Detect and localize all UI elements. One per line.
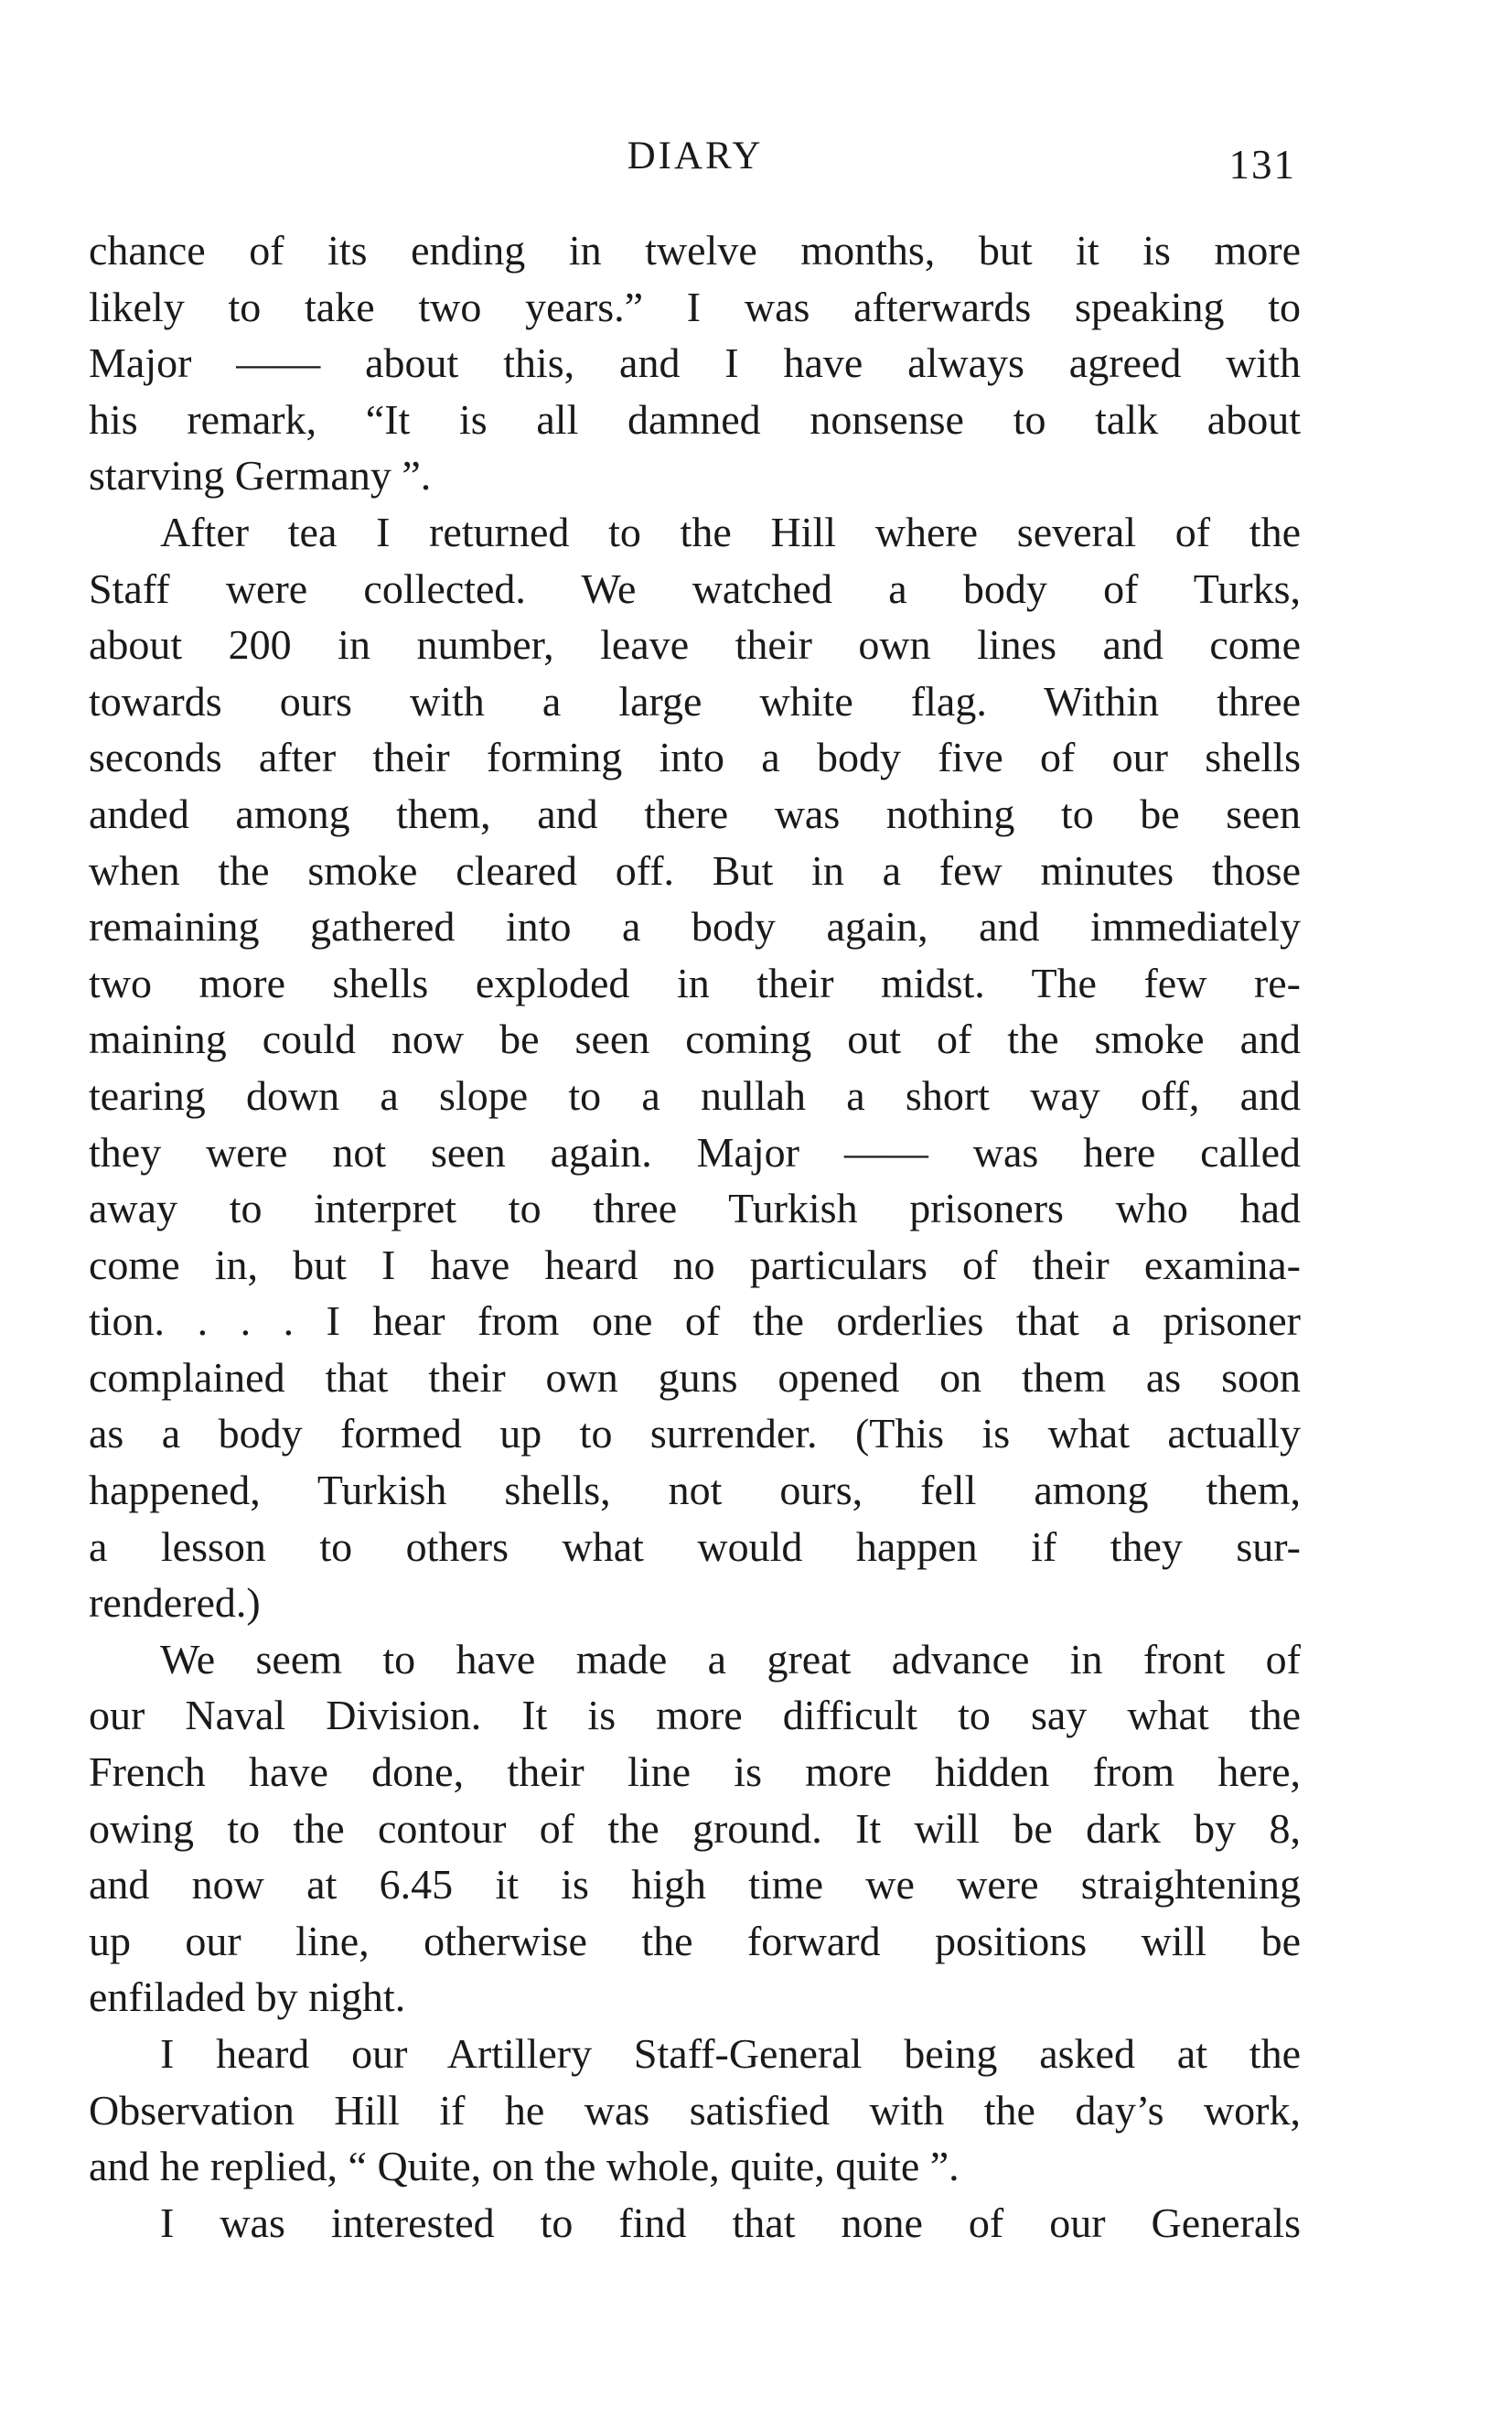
text-line: happened, Turkish shells, not ours, fell among them,	[89, 1467, 1301, 1514]
text-line: maining could now be seen coming out of the smoke and	[89, 1016, 1301, 1063]
text-line: Major —— about this, and I have always agreed with	[89, 339, 1301, 387]
text-line: they were not seen again. Major —— was here called	[89, 1128, 1301, 1176]
text-line: when the smoke cleared off. But in a few minutes those	[89, 846, 1301, 894]
text-line: seconds after their forming into a body five of our shells	[89, 734, 1301, 781]
text-line: I heard our Artillery Staff-General being asked at the	[160, 2030, 1301, 2077]
text-line: French have done, their line is more hidden from here,	[89, 1748, 1301, 1796]
text-line: and he replied, “ Quite, on the whole, quite, quite ”.	[89, 2143, 960, 2190]
text-line: I was interested to find that none of our Generals	[160, 2199, 1301, 2246]
text-line: After tea I returned to the Hill where several of the	[160, 508, 1301, 555]
running-head	[0, 134, 1512, 188]
text-line: anded among them, and there was nothing to be seen	[89, 790, 1301, 837]
text-line: complained that their own guns opened on them as soon	[89, 1353, 1301, 1401]
body-text	[89, 222, 1301, 2251]
text-line: as a body formed up to surrender. (This is what actually	[89, 1410, 1301, 1457]
text-line: tearing down a slope to a nullah a short way off, and	[89, 1071, 1301, 1119]
text-line: his remark, “It is all damned nonsense to talk about	[89, 395, 1301, 443]
text-line: tion. . . . I hear from one of the orderlies that a prisoner	[89, 1297, 1301, 1345]
text-line: likely to take two years.” I was afterwards speaking to	[89, 283, 1301, 330]
text-line: up our line, otherwise the forward positions will be	[89, 1917, 1301, 1964]
text-line: remaining gathered into a body again, and immediately	[89, 903, 1301, 951]
text-line: come in, but I have heard no particulars of their examina-	[89, 1241, 1301, 1288]
page-number: 131	[1228, 142, 1296, 188]
text-line: starving Germany ”.	[89, 452, 432, 500]
text-line: rendered.)	[89, 1579, 261, 1627]
running-title: DIARY	[627, 134, 764, 177]
text-line: two more shells exploded in their midst. The few re-	[89, 959, 1301, 1006]
text-line: our Naval Division. It is more difficult to say what the	[89, 1692, 1301, 1739]
text-line: chance of its ending in twelve months, but it is more	[89, 227, 1301, 274]
text-line: Staff were collected. We watched a body of Turks,	[89, 564, 1301, 612]
text-line: away to interpret to three Turkish prisoners who had	[89, 1185, 1301, 1232]
text-line: owing to the contour of the ground. It will be dark by 8,	[89, 1804, 1301, 1852]
text-line: We seem to have made a great advance in front of	[160, 1635, 1301, 1683]
text-line: towards ours with a large white flag. Within three	[89, 677, 1301, 725]
text-line: about 200 in number, leave their own lines and come	[89, 621, 1301, 669]
text-line: and now at 6.45 it is high time we were straightening	[89, 1861, 1301, 1909]
text-line: enfiladed by night.	[89, 1973, 406, 2021]
text-line: a lesson to others what would happen if they sur-	[89, 1522, 1301, 1570]
text-line: Observation Hill if he was satisfied with the day’s work,	[89, 2086, 1301, 2134]
